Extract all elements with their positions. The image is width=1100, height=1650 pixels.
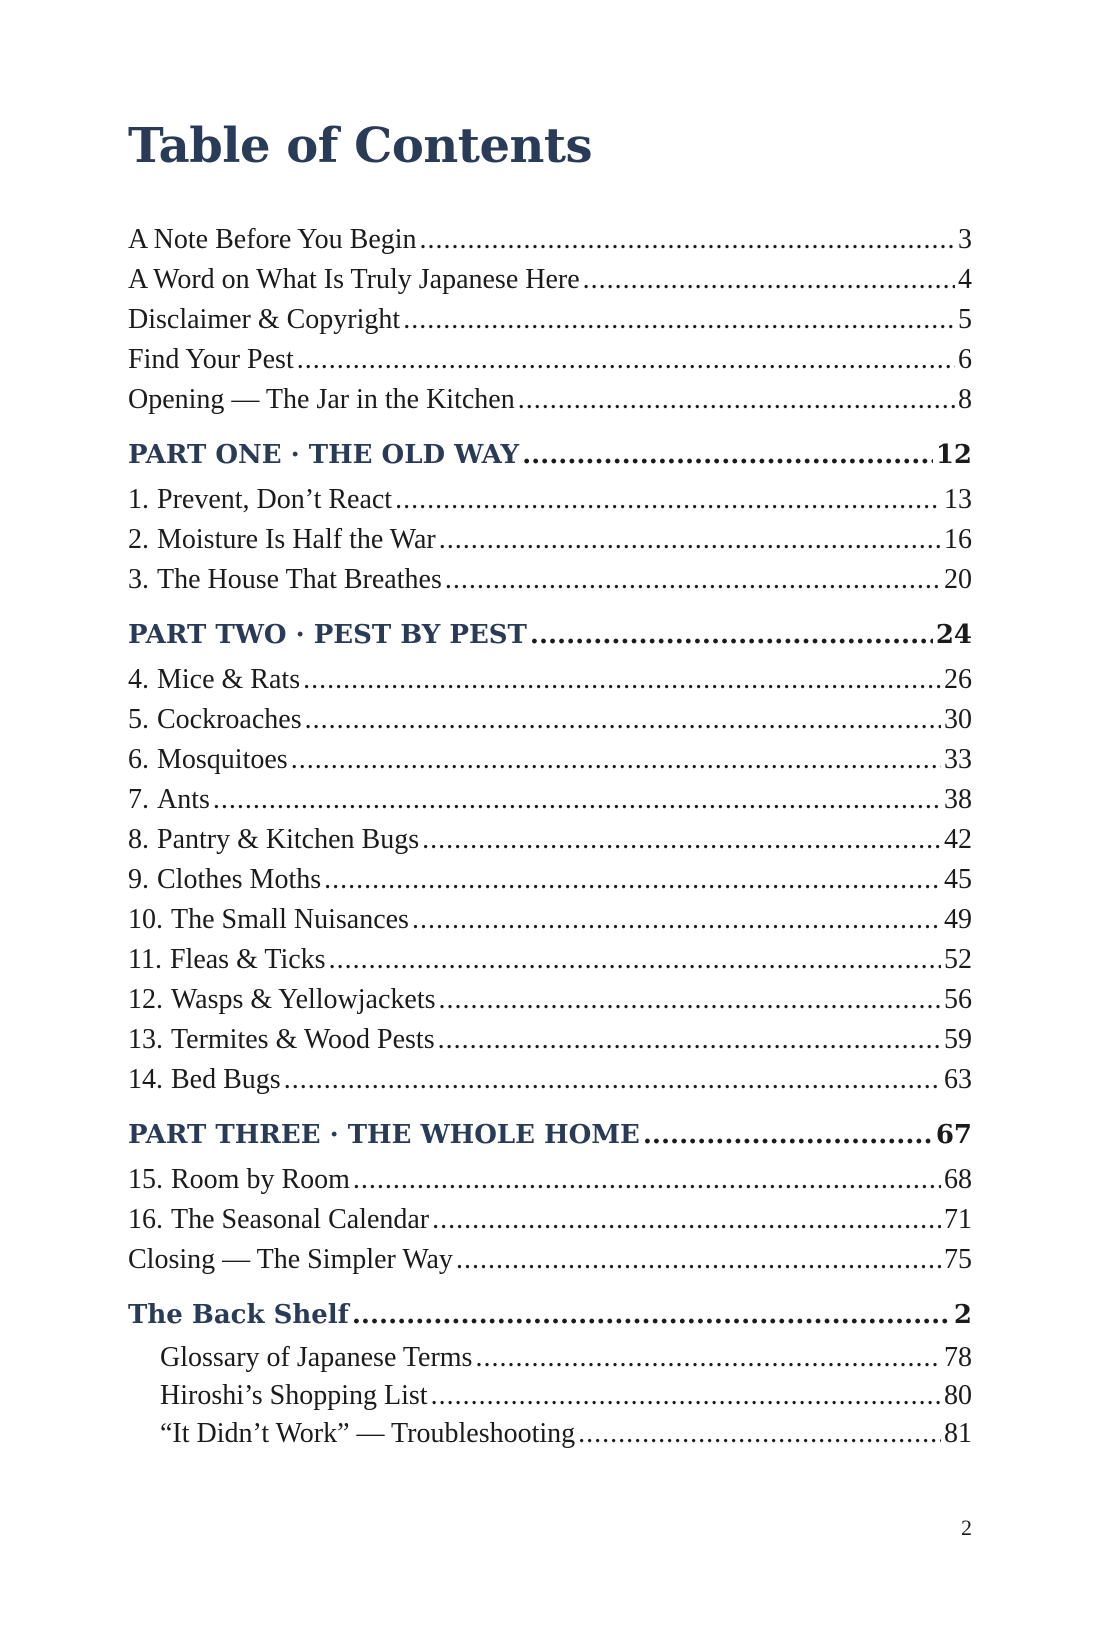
dot-leader — [438, 1024, 941, 1056]
chapter-number: 4. — [128, 664, 149, 695]
toc-entry-page: 45 — [944, 864, 972, 895]
chapter-number: 9. — [128, 864, 149, 895]
dot-leader — [412, 904, 941, 936]
toc-entry-label — [128, 824, 419, 856]
part-page: 2 — [953, 1300, 972, 1330]
dot-leader — [578, 1418, 941, 1450]
chapter-title: Ants — [157, 784, 210, 815]
chapter-number: 16. — [128, 1204, 163, 1235]
toc-entry-find-your-pest[interactable] — [128, 344, 972, 384]
toc-chapter[interactable] — [128, 1204, 972, 1244]
chapter-title: Prevent, Don’t React — [157, 484, 393, 515]
toc-entry-label — [128, 484, 392, 516]
toc-entry-label — [128, 864, 321, 896]
toc-entry-label: Hiroshi’s Shopping List — [160, 1380, 428, 1411]
toc-entry-page: 33 — [944, 744, 972, 775]
toc-back-shelf-item[interactable] — [128, 1342, 972, 1380]
toc-entry-page: 3 — [958, 224, 972, 255]
toc-entry-page: 52 — [944, 944, 972, 975]
toc-chapter[interactable] — [128, 1024, 972, 1064]
dot-leader — [291, 744, 941, 776]
toc-entry-page: 59 — [944, 1024, 972, 1055]
toc-entry-page: 81 — [944, 1418, 972, 1449]
dot-leader — [352, 1300, 951, 1330]
dot-leader — [329, 944, 941, 976]
dot-leader — [530, 620, 933, 650]
dot-leader — [432, 1204, 941, 1236]
part-heading: PART ONE · THE OLD WAY — [128, 440, 520, 470]
dot-leader — [439, 984, 941, 1016]
part-heading: The Back Shelf — [128, 1300, 349, 1330]
toc-list — [128, 224, 972, 1456]
dot-leader — [324, 864, 941, 896]
dot-leader — [213, 784, 941, 816]
dot-leader — [439, 524, 941, 556]
toc-entry-label: “It Didn’t Work” — Troubleshooting — [160, 1418, 576, 1449]
toc-chapter[interactable] — [128, 484, 972, 524]
toc-entry-page: 49 — [944, 904, 972, 935]
toc-entry-label — [128, 704, 302, 736]
chapter-number: 14. — [128, 1064, 163, 1095]
dot-leader — [297, 344, 955, 376]
toc-entry-label — [128, 1164, 350, 1196]
toc-part-one[interactable] — [128, 430, 972, 480]
chapter-number: 7. — [128, 784, 149, 815]
toc-entry-page: 80 — [944, 1380, 972, 1411]
toc-back-shelf[interactable] — [128, 1290, 972, 1340]
toc-chapter[interactable] — [128, 564, 972, 604]
toc-entry-label — [128, 944, 326, 976]
toc-back-shelf-item[interactable] — [128, 1418, 972, 1456]
chapter-number: 15. — [128, 1164, 163, 1195]
toc-entry-label: Find Your Pest — [128, 344, 294, 375]
toc-entry-label — [128, 1024, 435, 1056]
dot-leader — [583, 264, 955, 296]
toc-entry-label: Opening — The Jar in the Kitchen — [128, 384, 515, 415]
toc-entry-label: A Word on What Is Truly Japanese Here — [128, 264, 580, 295]
dot-leader — [403, 304, 955, 336]
chapter-number: 10. — [128, 904, 163, 935]
dot-leader — [395, 484, 941, 516]
dot-leader — [475, 1342, 941, 1374]
part-page: 67 — [935, 1120, 972, 1150]
chapter-number: 5. — [128, 704, 149, 735]
toc-entry-page: 75 — [944, 1244, 972, 1275]
toc-part-two[interactable] — [128, 610, 972, 660]
toc-entry-page: 42 — [944, 824, 972, 855]
toc-chapter[interactable] — [128, 904, 972, 944]
chapter-title: Clothes Moths — [157, 864, 322, 895]
toc-entry-page: 30 — [944, 704, 972, 735]
chapter-title: Bed Bugs — [171, 1064, 281, 1095]
toc-entry-label: Glossary of Japanese Terms — [160, 1342, 473, 1373]
toc-part-three[interactable] — [128, 1110, 972, 1160]
toc-entry-page: 5 — [958, 304, 972, 335]
dot-leader — [284, 1064, 941, 1096]
chapter-title: Mosquitoes — [157, 744, 288, 775]
toc-entry-label — [128, 524, 436, 556]
toc-entry-page: 13 — [944, 484, 972, 515]
chapter-title: The Seasonal Calendar — [171, 1204, 430, 1235]
dot-leader — [422, 824, 941, 856]
toc-chapter[interactable] — [128, 524, 972, 564]
chapter-number: 11. — [128, 944, 162, 975]
chapter-title: Room by Room — [171, 1164, 350, 1195]
toc-entry-page: 38 — [944, 784, 972, 815]
toc-chapter[interactable] — [128, 864, 972, 904]
part-page: 12 — [935, 440, 972, 470]
toc-entry-page: 63 — [944, 1064, 972, 1095]
dot-leader — [456, 1244, 941, 1276]
toc-chapter[interactable] — [128, 944, 972, 984]
chapter-title: The Small Nuisances — [171, 904, 409, 935]
toc-chapter[interactable] — [128, 1164, 972, 1204]
chapter-number: 6. — [128, 744, 149, 775]
dot-leader — [522, 440, 933, 470]
part-page: 24 — [935, 620, 972, 650]
toc-back-shelf-item[interactable] — [128, 1380, 972, 1418]
toc-entry-page: 4 — [958, 264, 972, 295]
chapter-title: Pantry & Kitchen Bugs — [157, 824, 420, 855]
toc-entry-page: 8 — [958, 384, 972, 415]
chapter-number: 12. — [128, 984, 163, 1015]
toc-entry-opening[interactable] — [128, 384, 972, 424]
part-heading: PART THREE · THE WHOLE HOME — [128, 1120, 640, 1150]
toc-entry-closing[interactable] — [128, 1244, 972, 1284]
dot-leader — [518, 384, 955, 416]
chapter-title: The House That Breathes — [157, 564, 442, 595]
page-title: Table of Contents — [128, 118, 593, 174]
chapter-title: Mice & Rats — [157, 664, 301, 695]
part-heading: PART TWO · PEST BY PEST — [128, 620, 527, 650]
toc-chapter[interactable] — [128, 824, 972, 864]
toc-chapter[interactable] — [128, 664, 972, 704]
chapter-number: 1. — [128, 484, 149, 515]
chapter-number: 8. — [128, 824, 149, 855]
toc-entry-page: 78 — [944, 1342, 972, 1373]
dot-leader — [643, 1120, 933, 1150]
dot-leader — [305, 704, 941, 736]
dot-leader — [420, 224, 955, 256]
toc-entry-page: 26 — [944, 664, 972, 695]
chapter-title: Fleas & Ticks — [169, 944, 326, 975]
toc-entry-label — [128, 784, 210, 816]
toc-entry-label: A Note Before You Begin — [128, 224, 417, 255]
toc-entry-label — [128, 1204, 429, 1236]
chapter-title: Moisture Is Half the War — [157, 524, 436, 555]
dot-leader — [431, 1380, 941, 1412]
chapter-title: Termites & Wood Pests — [171, 1024, 435, 1055]
page-number: 2 — [961, 1515, 972, 1540]
toc-entry-label: Closing — The Simpler Way — [128, 1244, 453, 1275]
chapter-number: 3. — [128, 564, 149, 595]
chapter-title: Cockroaches — [157, 704, 302, 735]
toc-entry-label — [128, 564, 442, 596]
toc-entry-truly-japanese[interactable] — [128, 264, 972, 304]
toc-chapter[interactable] — [128, 784, 972, 824]
toc-entry-page: 6 — [958, 344, 972, 375]
toc-entry-page: 20 — [944, 564, 972, 595]
toc-entry-disclaimer[interactable] — [128, 304, 972, 344]
toc-entry-page: 68 — [944, 1164, 972, 1195]
toc-chapter[interactable] — [128, 984, 972, 1024]
toc-entry-label: Disclaimer & Copyright — [128, 304, 401, 335]
toc-entry-label — [128, 904, 409, 936]
toc-chapter[interactable] — [128, 1064, 972, 1104]
toc-entry-page: 71 — [944, 1204, 972, 1235]
toc-entry-label — [128, 744, 288, 776]
toc-entry-page: 16 — [944, 524, 972, 555]
dot-leader — [353, 1164, 941, 1196]
toc-chapter[interactable] — [128, 704, 972, 744]
toc-entry-page: 56 — [944, 984, 972, 1015]
toc-entry-note-before-you-begin[interactable] — [128, 224, 972, 264]
toc-chapter[interactable] — [128, 744, 972, 784]
chapter-title: Wasps & Yellowjackets — [171, 984, 436, 1015]
dot-leader — [445, 564, 941, 596]
toc-entry-label — [128, 664, 300, 696]
dot-leader — [303, 664, 941, 696]
toc-entry-label — [128, 984, 436, 1016]
chapter-number: 2. — [128, 524, 149, 555]
chapter-number: 13. — [128, 1024, 163, 1055]
toc-entry-label — [128, 1064, 281, 1096]
